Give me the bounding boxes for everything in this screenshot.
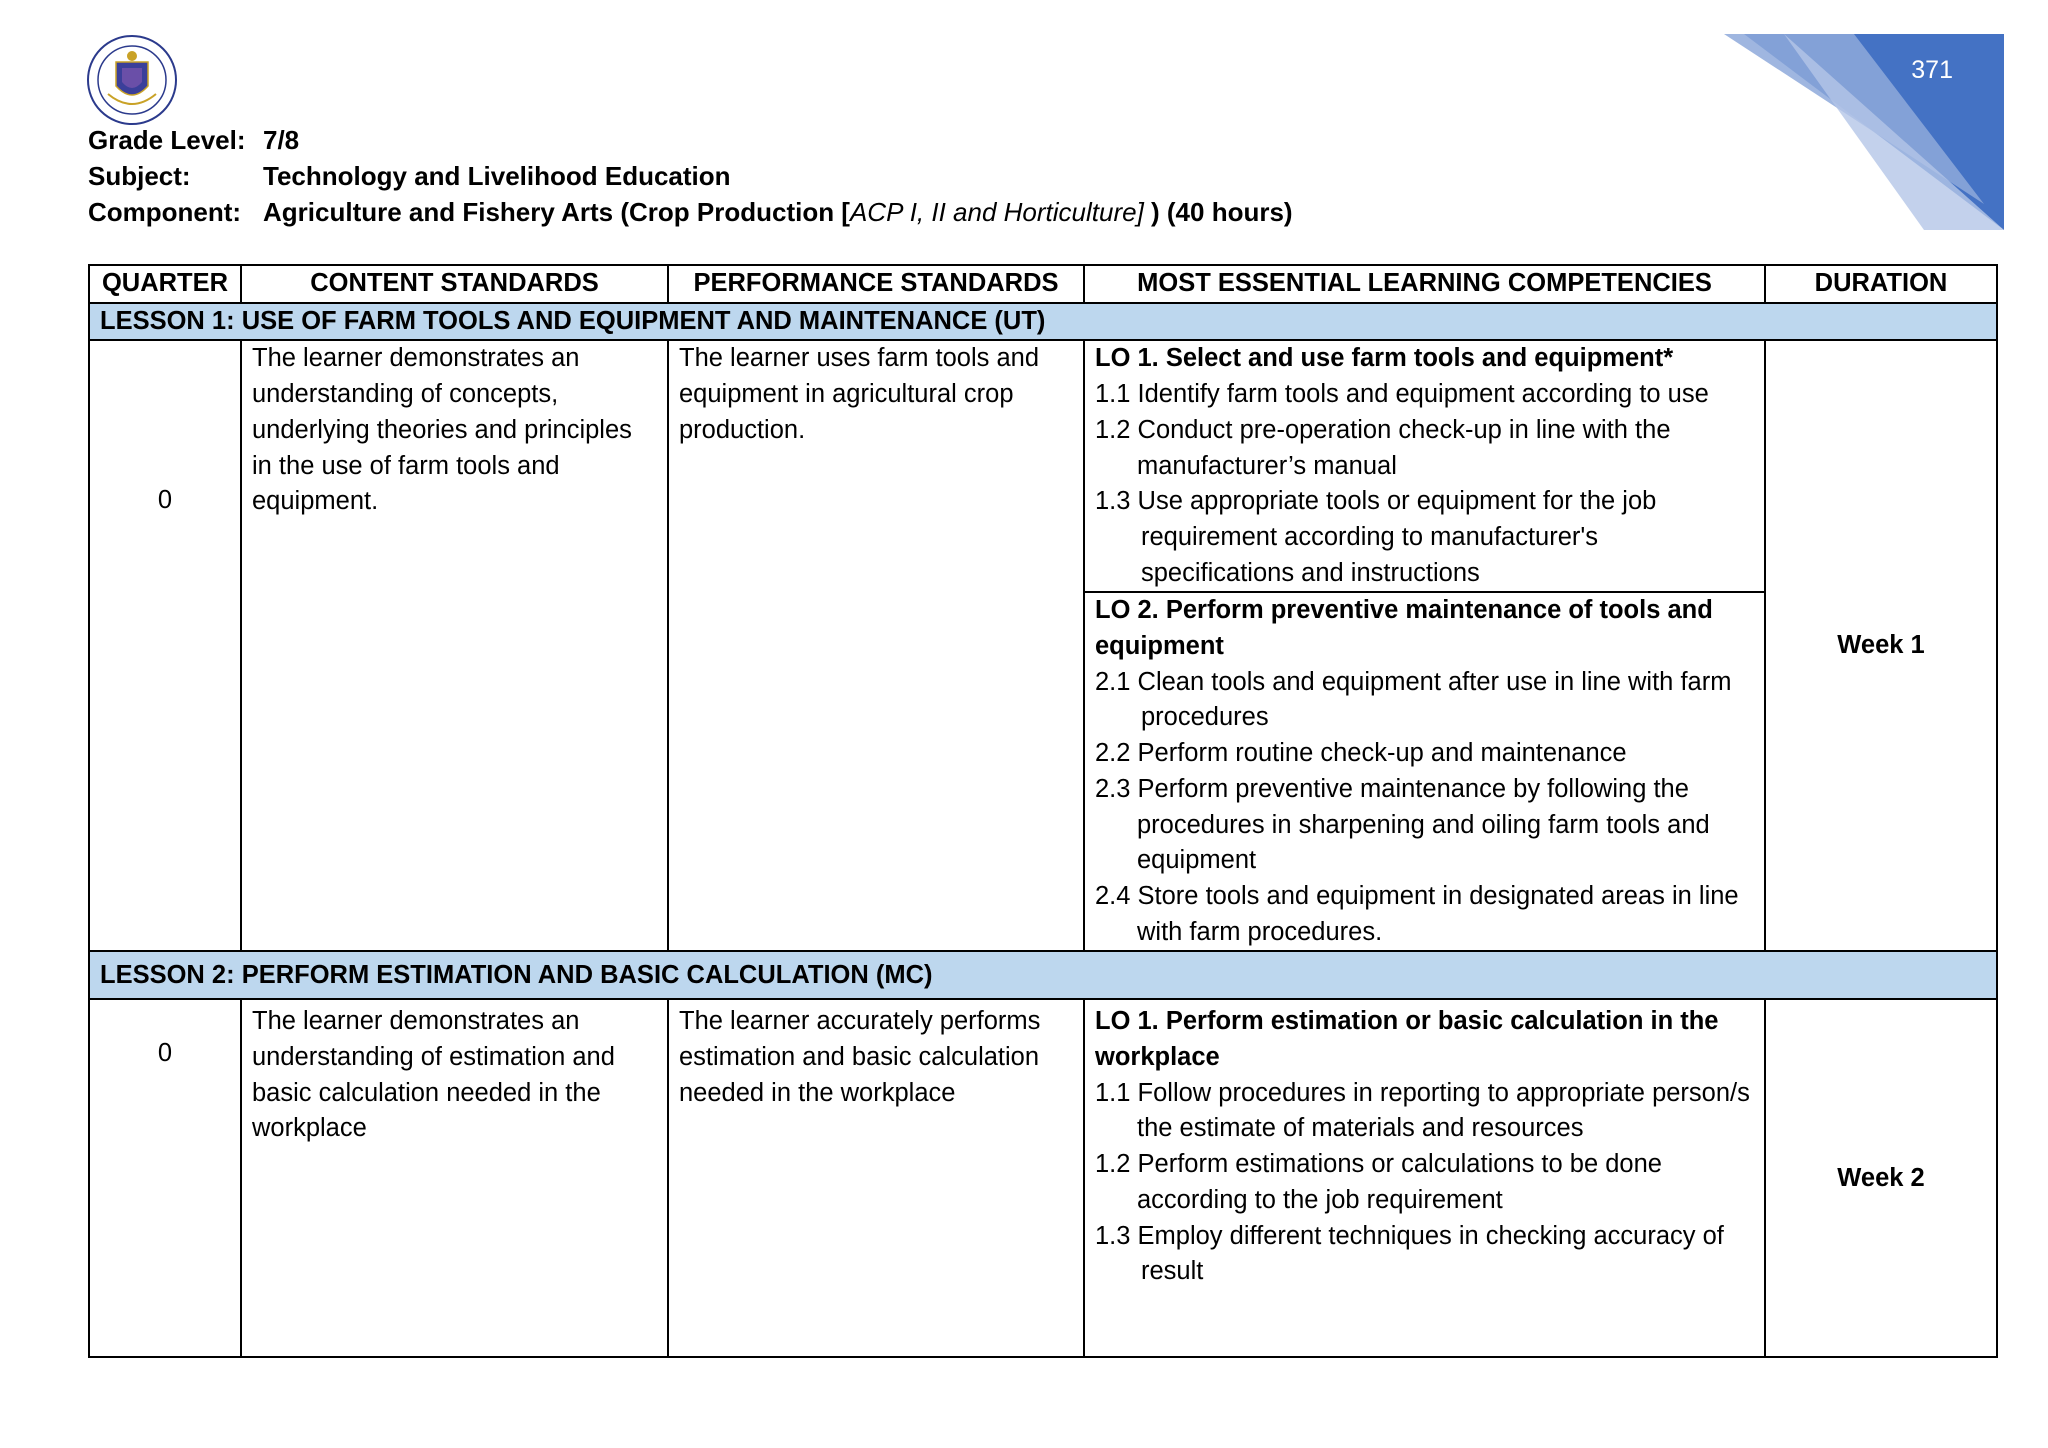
component-row — [88, 194, 1293, 230]
lesson-2-row — [89, 951, 1997, 999]
lesson-1-lo2-item: 2.3 Perform preventive maintenance by following the procedures in sharpening and oiling farm tools and equipment — [1095, 774, 1710, 875]
lesson-1-title: LESSON 1: USE OF FARM TOOLS AND EQUIPMENT AND MAINTENANCE (UT) — [89, 303, 1997, 341]
lesson-2-content-row — [89, 999, 1997, 1357]
subject-row — [88, 158, 1293, 194]
header-performance-standards: PERFORMANCE STANDARDS — [668, 265, 1084, 303]
lesson-1-lo1-title: LO 1. Select and use farm tools and equipment* — [1095, 344, 1674, 373]
document-header — [88, 122, 1293, 230]
grade-level-value: 7/8 — [263, 125, 300, 155]
lesson-1-lo2-item: 2.4 Store tools and equipment in designated areas in line with farm procedures. — [1095, 881, 1739, 946]
lesson-1-lo2-block — [1085, 591, 1764, 950]
header-duration: DURATION — [1765, 265, 1997, 303]
curriculum-table — [88, 264, 1998, 1358]
component-value-part-b: ) (40 hours) — [1143, 197, 1293, 227]
lesson-1-performance-standard: The learner uses farm tools and equipment in agricultural crop production. — [668, 340, 1084, 951]
lesson-2-lo1-item: 1.2 Perform estimations or calculations to be done according to the job requirement — [1095, 1150, 1662, 1214]
lesson-1-quarter-value: 0 — [157, 486, 173, 515]
header-content-standards: CONTENT STANDARDS — [241, 265, 668, 303]
lesson-2-competencies — [1084, 999, 1765, 1357]
subject-value: Technology and Livelihood Education — [263, 161, 731, 191]
deped-seal-logo — [86, 34, 178, 126]
page-number: 371 — [1911, 56, 1953, 84]
lesson-2-title: LESSON 2: PERFORM ESTIMATION AND BASIC CALCULATION (MC) — [89, 951, 1997, 999]
header-competencies: MOST ESSENTIAL LEARNING COMPETENCIES — [1084, 265, 1765, 303]
component-value — [263, 194, 1293, 230]
lesson-2-lo1-item: 1.1 Follow procedures in reporting to appropriate person/s the estimate of materials and resources — [1095, 1078, 1750, 1143]
lesson-1-lo2-title: LO 2. Perform preventive maintenance of tools and equipment — [1095, 596, 1713, 661]
lesson-2-content-standard: The learner demonstrates an understanding of estimation and basic calculation needed in the workplace — [241, 999, 668, 1357]
lesson-1-quarter — [89, 340, 241, 951]
grade-level-label: Grade Level: — [88, 125, 246, 155]
component-value-part-a: Agriculture and Fishery Arts (Crop Production [ — [263, 197, 850, 227]
lesson-1-lo2-item: 2.2 Perform routine check-up and maintenance — [1095, 739, 1627, 768]
subject-label: Subject: — [88, 161, 191, 191]
lesson-1-lo1-item: 1.3 Use appropriate tools or equipment for the job requirement according to manufacturer's specifications and instructions — [1095, 487, 1657, 587]
lesson-2-performance-standard: The learner accurately performs estimation and basic calculation needed in the workplace — [668, 999, 1084, 1357]
lesson-1-lo2-item: 2.1 Clean tools and equipment after use in line with farm procedures — [1095, 667, 1732, 732]
lesson-1-content-standard: The learner demonstrates an understanding of concepts, underlying theories and principles in the use of farm tools and equipment. — [241, 340, 668, 951]
component-value-italic: ACP I, II and Horticulture] — [849, 197, 1144, 227]
lesson-2-lo1-title: LO 1. Perform estimation or basic calculation in the workplace — [1095, 1007, 1719, 1072]
lesson-2-quarter-value: 0 — [157, 1039, 173, 1068]
lesson-1-lo1-item: 1.1 Identify farm tools and equipment according to use — [1095, 380, 1709, 409]
corner-triangle-decoration — [1724, 34, 2004, 230]
lesson-2-lo1-item: 1.3 Employ different techniques in checking accuracy of result — [1095, 1221, 1724, 1286]
lesson-2-quarter — [89, 999, 241, 1357]
lesson-1-lo1-item: 1.2 Conduct pre-operation check-up in line with the manufacturer’s manual — [1095, 415, 1671, 480]
lesson-1-row — [89, 303, 1997, 341]
table-header-row — [89, 265, 1997, 303]
lesson-1-content-row — [89, 340, 1997, 951]
header-quarter: QUARTER — [89, 265, 241, 303]
component-label: Component: — [88, 197, 242, 227]
lesson-2-duration: Week 2 — [1765, 999, 1997, 1357]
lesson-1-competencies — [1084, 340, 1765, 951]
grade-level-row — [88, 122, 1293, 158]
lesson-1-duration: Week 1 — [1765, 340, 1997, 951]
